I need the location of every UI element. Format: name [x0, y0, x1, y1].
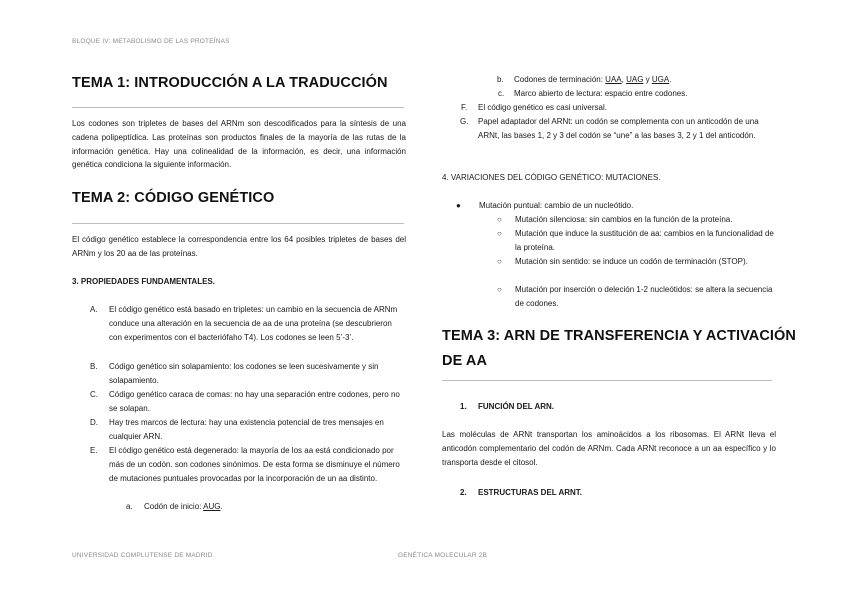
start-codon: AUG	[203, 502, 221, 511]
tema2-title: TEMA 2: CÓDIGO GENÉTICO	[72, 190, 275, 206]
prop-c-marker: C.	[90, 390, 98, 399]
prop-b-text: Código genético sin solapamiento: los codones se leen sucesivamente y sin solapamiento.	[109, 362, 379, 385]
page-header: BLOQUE IV: METABOLISMO DE LAS PROTEÍNAS	[72, 38, 230, 45]
tema2-rule	[72, 223, 404, 224]
sub-a-label: Codón de inicio:	[144, 502, 204, 511]
prop-a-marker: A.	[90, 305, 98, 314]
sub-a-end: .	[220, 502, 223, 511]
prop-g-marker: G.	[460, 117, 469, 126]
sub-b-label: Codones de terminación:	[514, 75, 606, 84]
prop-g-text: Papel adaptador del ARNt: un codón se complementa con un anticodón de una ARNt, las bases 1, 2 y 3 del codón se “une” a las bases 3, 2 y 1 del anticodón.	[478, 117, 759, 140]
mutation-3-text: Mutación sin sentido: se induce un codón de terminación (STOP).	[515, 257, 748, 266]
tema1-rule	[72, 107, 404, 108]
s1-body: Las moléculas de ARNt transportan los aminoácidos a los ribosomas. El ARNt lleva el anticodón complementario del codón de ARNm. Cada ARNt reconoce a un aa específico y lo transporta desde el citosol.	[442, 430, 776, 467]
sub-b-marker: b.	[497, 75, 504, 84]
prop-e-text: El código genético está degenerado: la mayoría de los aa está condicionado por más de un codón. son codones sinónimos. De esta forma se disminuye el número de mutaciones puntuales provocadas por la incorporación de un aa distinto.	[109, 446, 400, 483]
bullet-text: Mutación puntual: cambio de un nucleótido.	[479, 201, 634, 210]
sub-b-sep2: y	[643, 75, 652, 84]
mutation-2-marker: ○	[497, 229, 502, 238]
stop-codon-2: UAG	[626, 75, 644, 84]
tema3-title-line1: TEMA 3: ARN DE TRANSFERENCIA Y ACTIVACIÓN	[442, 328, 796, 344]
sub-c-text: Marco abierto de lectura: espacio entre codones.	[514, 89, 688, 98]
stop-codon-1: UAA	[605, 75, 622, 84]
footer-course: GENÉTICA MOLECULAR 2B	[398, 552, 488, 559]
prop-c-text: Código genético caraca de comas: no hay una separación entre codones, pero no se solapan.	[109, 390, 400, 413]
prop-f-marker: F.	[461, 103, 468, 112]
tema1-title: TEMA 1: INTRODUCCIÓN A LA TRADUCCIÓN	[72, 75, 388, 91]
tema3-title-line2: DE AA	[442, 353, 488, 369]
section3-heading: 3. PROPIEDADES FUNDAMENTALES.	[72, 277, 215, 286]
tema1-body: Los codones son tripletes de bases del ARNm son descodificados para la síntesis de una cadena polipeptídica. Las proteínas son productos finales de la mayoría de las rutas de la información genética. Hay una colinealidad de la información, es decir, una información genética condiciona la siguiente información.	[72, 119, 406, 170]
sub-b-end: .	[669, 75, 672, 84]
mutation-4-text: Mutación por inserción o deleción 1-2 nucleótidos: se altera la secuencia de codones.	[515, 285, 773, 308]
s1-number: 1.	[460, 402, 467, 411]
sub-a-marker: a.	[126, 502, 133, 511]
s2-heading: ESTRUCTURAS DEL ARNT.	[478, 488, 583, 497]
sub-c-marker: c.	[498, 89, 505, 98]
sub-b-sep1: ,	[621, 75, 627, 84]
mutation-1-text: Mutación silenciosa: sin cambios en la función de la proteína.	[515, 215, 733, 224]
tema3-rule	[442, 380, 772, 381]
mutation-3-marker: ○	[497, 257, 502, 266]
footer-university: UNIVERSIDAD COMPLUTENSE DE MADRID	[72, 552, 213, 559]
sub-b-text	[514, 73, 671, 87]
prop-e-marker: E.	[90, 446, 98, 455]
mutation-2-text: Mutación que induce la sustitución de aa: cambios en la funcionalidad de la proteína.	[515, 229, 774, 252]
mutation-4-marker: ○	[497, 285, 502, 294]
s1-heading: FUNCIÓN DEL ARN.	[478, 402, 554, 411]
prop-a-text: El código genético está basado en tripletes: un cambio en la secuencia de ARNm conduce una alteración en la secuencia de aa de una proteína (se descubrieron con experimentos con el bacteriófaho T4). Los codones se leen 5’-3’.	[109, 305, 398, 342]
prop-d-marker: D.	[90, 418, 98, 427]
prop-f-text: El código genético es casi universal.	[478, 103, 607, 112]
tema2-body: El código genético establece la correspondencia entre los 64 posibles tripletes de bases del ARNm y los 20 aa de las proteínas.	[72, 235, 406, 258]
prop-d-text: Hay tres marcos de lectura: hay una existencia potencial de tres mensajes en cualquier ARN.	[109, 418, 384, 441]
mutation-1-marker: ○	[497, 215, 502, 224]
sub-a-text	[144, 500, 223, 514]
s2-number: 2.	[460, 488, 467, 497]
bullet-marker: ●	[456, 201, 461, 210]
prop-b-marker: B.	[90, 362, 98, 371]
stop-codon-3: UGA	[651, 75, 670, 84]
section4-heading: 4. VARIACIONES DEL CÓDIGO GENÉTICO: MUTACIONES.	[442, 173, 661, 182]
